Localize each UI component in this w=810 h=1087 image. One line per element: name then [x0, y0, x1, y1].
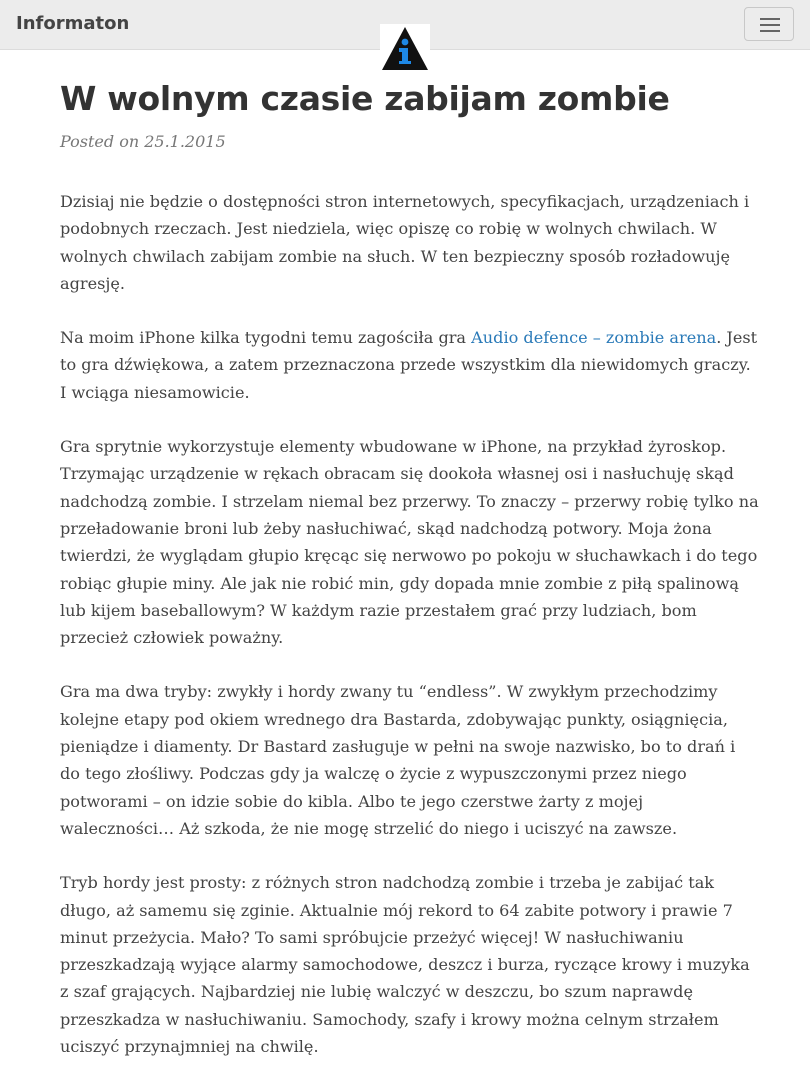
game-link[interactable]: Audio defence – zombie arena — [471, 328, 717, 348]
post-meta — [60, 130, 760, 154]
hamburger-menu-icon — [760, 30, 780, 32]
info-triangle-icon[interactable] — [380, 24, 430, 72]
hamburger-menu-icon — [760, 24, 780, 26]
post-title: W wolnym czasie zabijam zombie — [60, 79, 670, 118]
paragraph-4: Gra ma dwa tryby: zwykły i hordy zwany tu “endless”. W zwykłym przechodzimy kolejne etapy pod okiem wrednego dra Bastarda, zdobywając punkty, osiągnięcia, pieniądze i diamenty. Dr Bastard zasługuje w pełni na swoje nazwisko, bo to drań i do tego złośliwy. Podczas gdy ja walczę o życie z wypuszczonymi przez niego potworami – on idzie sobie do kibla. Albo te jego czerstwe żarty z mojej waleczności… Aż szkoda, że nie mogę strzelić do niego i uciszyć na zawsze. — [60, 682, 736, 838]
navbar — [0, 0, 810, 50]
post-body — [60, 188, 760, 1060]
hamburger-menu-icon — [760, 18, 780, 20]
paragraph-2-text: Na moim iPhone kilka tygodni temu zagościła gra — [60, 328, 472, 348]
paragraph-1: Dzisiaj nie będzie o dostępności stron internetowych, specyfikacjach, urządzeniach i podobnych rzeczach. Jest niedziela, więc opiszę co robię w wolnych chwilach. W wolnych chwilach zabijam zombie na słuch. W ten bezpieczny sposób rozładowuję agresję. — [60, 192, 750, 293]
paragraph-2-text-end: . Jest to gra dźwiękowa, a zatem przeznaczona przede wszystkim dla niewidomych graczy. I wciąga niesamowicie. — [60, 328, 758, 402]
paragraph-2 — [60, 324, 760, 406]
paragraph-3: Gra sprytnie wykorzystuje elementy wbudowane w iPhone, na przykład żyroskop. Trzymając urządzenie w rękach obracam się dookoła własnej osi i nasłuchuję skąd nadchodzą zombie. I strzelam niemal bez przerwy. To znaczy – przerwy robię tylko na przeładowanie broni lub żeby nasłuchiwać, skąd nadchodzą potwory. Moja żona twierdzi, że wyglądam głupio kręcąc się nerwowo po pokoju w słuchawkach i do tego robiąc głupie miny. Ale jak nie robić min, gdy dopada mnie zombie z piłą spalinową lub kijem baseballowym? W każdym razie przestałem grać przy ludziach, bom przecież człowiek poważny. — [60, 437, 759, 648]
post-date: 25.1.2015 — [144, 132, 226, 151]
post-article — [60, 76, 760, 1087]
menu-toggle-button[interactable] — [744, 7, 794, 41]
paragraph-5: Tryb hordy jest prosty: z różnych stron nadchodzą zombie i trzeba je zabijać tak długo, aż samemu się zginie. Aktualnie mój rekord to 64 zabite potwory i prawie 7 minut przeżycia. Mało? To sami spróbujcie przeżyć więcej! W nasłuchiwaniu przeszkadzają wyjące alarmy samochodowe, deszcz i burza, ryczące krowy i muzyka z szaf grających. Najbardziej nie lubię walczyć w deszczu, bo szum naprawdę przeszkadza w nasłuchiwaniu. Samochody, szafy i krowy można celnym strzałem uciszyć przynajmniej na chwilę. — [60, 873, 750, 1057]
posted-label: Posted on — [60, 132, 140, 151]
brand-link[interactable]: Informaton — [16, 13, 130, 34]
